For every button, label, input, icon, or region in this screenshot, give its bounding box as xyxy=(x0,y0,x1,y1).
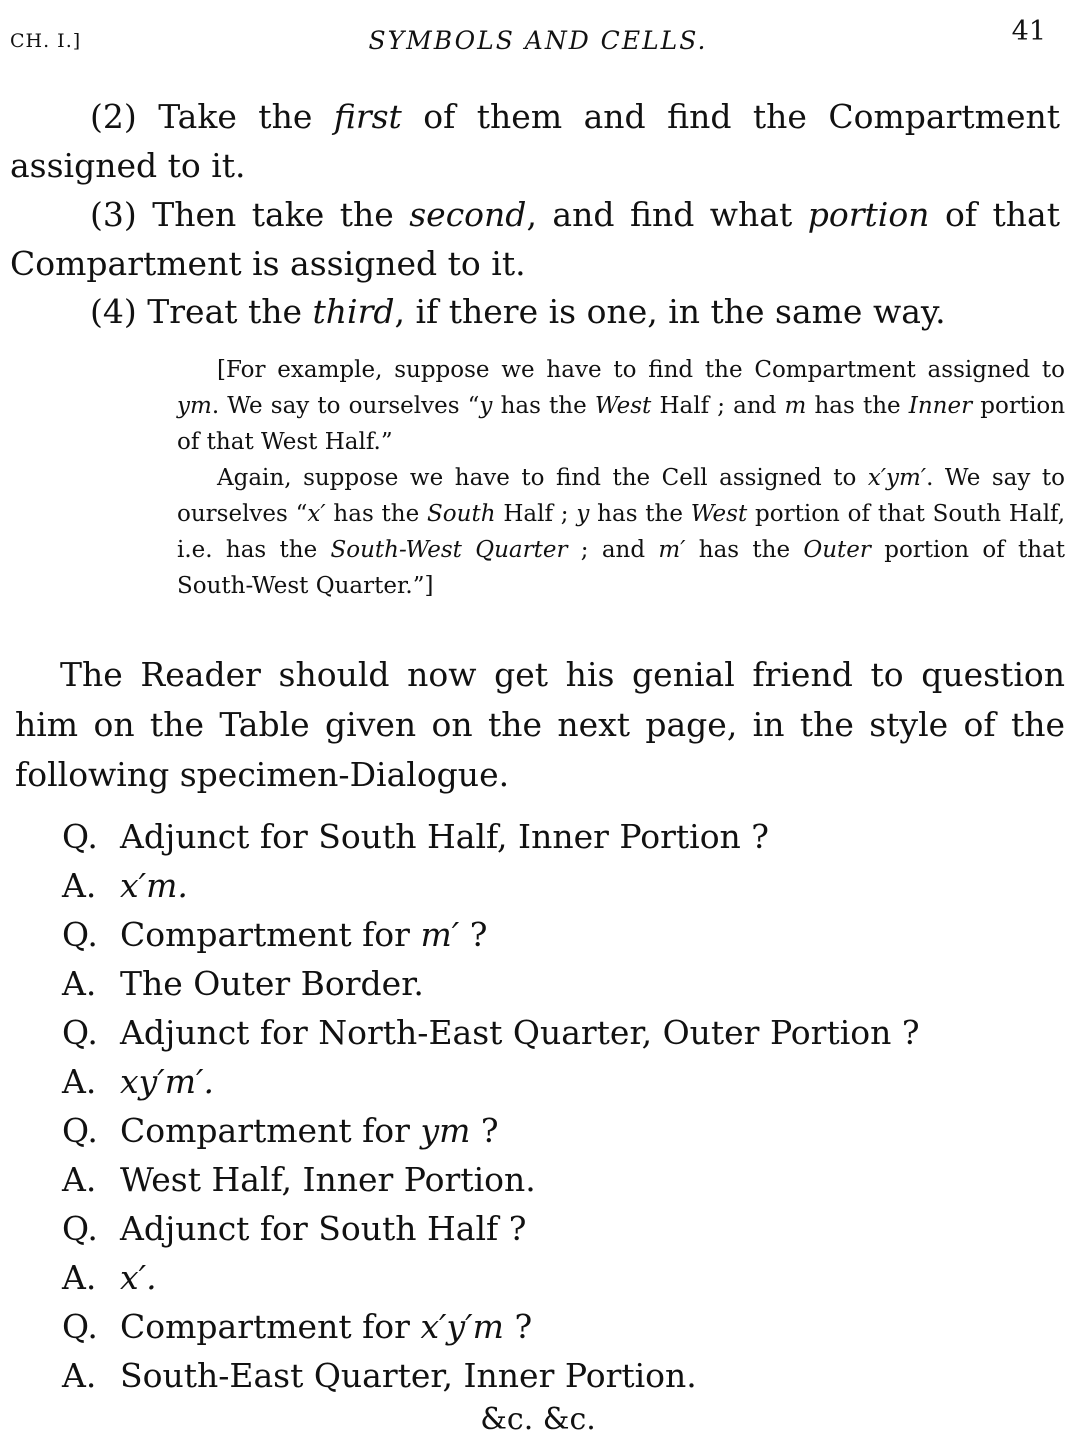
step-3-paragraph: (3) Then take the second, and find what portion of that Compartment is assigned to it. xyxy=(10,195,1060,283)
example-block xyxy=(177,352,1065,604)
step-4-paragraph: (4) Treat the third, if there is one, in the same way. xyxy=(90,292,946,331)
dialogue-speaker: A. xyxy=(62,1062,97,1101)
dialogue-speaker: Q. xyxy=(62,1013,98,1052)
dialogue-variable: m′ xyxy=(420,915,460,954)
dialogue-text: Compartment for xyxy=(120,1307,410,1346)
dialogue-question xyxy=(62,812,1042,861)
example-paragraph-2: Again, suppose we have to find the Cell assigned to x′ym′. We say to ourselves “x′ has the South Half ; y has the West portion of that South Half, i.e. has the South-West Quarter ; and m′ has the Outer portion of that South-West Quarter.”] xyxy=(177,465,1066,599)
chapter-label: CH. I.] xyxy=(10,30,82,52)
dialogue-speaker: Q. xyxy=(62,1209,98,1248)
dialogue-question xyxy=(62,1106,1042,1155)
dialogue-question xyxy=(62,1302,1042,1351)
running-header xyxy=(0,16,1076,56)
dialogue-question-mark: ? xyxy=(469,915,488,954)
dialogue-question xyxy=(62,1204,1042,1253)
specimen-dialogue xyxy=(62,812,1042,1400)
example-paragraph-1: [For example, suppose we have to find the Compartment assigned to ym. We say to ourselves “y has the West Half ; and m has the Inner portion of that West Half.” xyxy=(177,357,1066,455)
dialogue-speaker: Q. xyxy=(62,1307,98,1346)
dialogue-variable: x′y′m xyxy=(420,1307,504,1346)
dialogue-speaker: A. xyxy=(62,1258,97,1297)
dialogue-speaker: Q. xyxy=(62,1111,98,1150)
dialogue-speaker: A. xyxy=(62,1356,97,1395)
dialogue-text: South-East Quarter, Inner Portion. xyxy=(120,1356,697,1395)
dialogue-speaker: A. xyxy=(62,964,97,1003)
step-2-paragraph: (2) Take the first of them and find the Compartment assigned to it. xyxy=(10,97,1060,185)
dialogue-text: Compartment for xyxy=(120,915,410,954)
dialogue-answer xyxy=(62,1057,1042,1106)
dialogue-speaker: Q. xyxy=(62,915,98,954)
dialogue-answer xyxy=(62,1155,1042,1204)
dialogue-text: xy′m′. xyxy=(120,1062,215,1101)
dialogue-text: The Outer Border. xyxy=(120,964,424,1003)
dialogue-text: Adjunct for South Half, Inner Portion ? xyxy=(120,817,769,856)
dialogue-speaker: A. xyxy=(62,1160,97,1199)
dialogue-text: Adjunct for South Half ? xyxy=(120,1209,527,1248)
dialogue-variable: ym xyxy=(420,1111,471,1150)
dialogue-text: West Half, Inner Portion. xyxy=(120,1160,536,1199)
dialogue-answer xyxy=(62,959,1042,1008)
dialogue-question-mark: ? xyxy=(480,1111,499,1150)
reader-paragraph: The Reader should now get his genial friend to question him on the Table given on the next page, in the style of the following specimen-Dialogue. xyxy=(15,655,1065,794)
dialogue-answer xyxy=(62,861,1042,910)
dialogue-speaker: A. xyxy=(62,866,97,905)
dialogue-answer xyxy=(62,1351,1042,1400)
dialogue-question xyxy=(62,1008,1042,1057)
dialogue-text: x′m. xyxy=(120,866,188,905)
running-title: SYMBOLS AND CELLS. xyxy=(368,26,708,55)
dialogue-answer xyxy=(62,1253,1042,1302)
closing-etc: &c. &c. xyxy=(480,1402,596,1437)
dialogue-question xyxy=(62,910,1042,959)
dialogue-speaker: Q. xyxy=(62,817,98,856)
page-number: 41 xyxy=(1011,16,1046,47)
dialogue-text: x′. xyxy=(120,1258,157,1297)
dialogue-text: Adjunct for North-East Quarter, Outer Portion ? xyxy=(120,1013,920,1052)
dialogue-question-mark: ? xyxy=(514,1307,533,1346)
dialogue-text: Compartment for xyxy=(120,1111,410,1150)
